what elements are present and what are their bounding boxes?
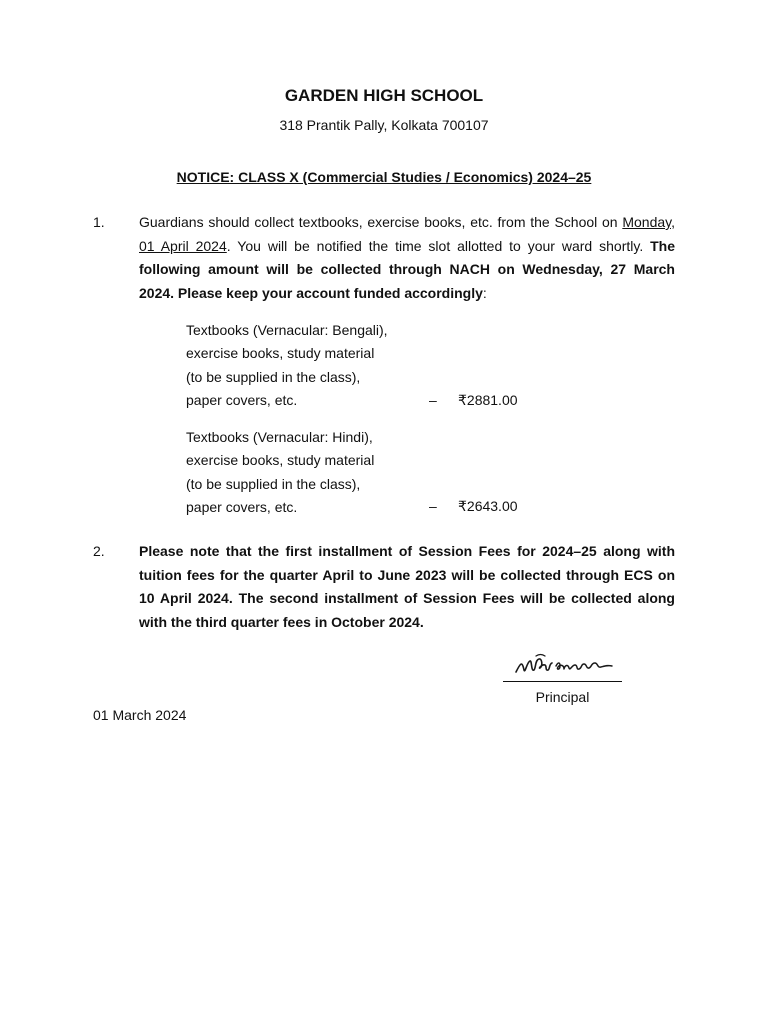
- signatory-title: Principal: [535, 689, 590, 705]
- fee-line: paper covers, etc.: [186, 391, 298, 408]
- item-2-number: 2.: [93, 543, 105, 559]
- item-1-text-mid: . You will be notified the time slot allotted to your ward shortly.: [226, 237, 651, 254]
- fee-dash: –: [429, 392, 437, 408]
- item-1-text-end: :: [482, 284, 487, 301]
- fee-amount-hindi: ₹2643.00: [458, 498, 518, 514]
- item-1-text-start: Guardians should collect textbooks, exercise books, etc. from the School on: [139, 214, 623, 230]
- fee-block-hindi: [186, 426, 374, 519]
- handwritten-signature-icon: [512, 652, 620, 680]
- item-1-paragraph: [139, 211, 675, 305]
- fee-line: exercise books, study material: [186, 345, 375, 362]
- fee-line: Textbooks (Vernacular: Bengali),: [186, 322, 388, 338]
- signature-line: [503, 681, 622, 682]
- notice-date: 01 March 2024: [93, 707, 187, 723]
- school-name: GARDEN HIGH SCHOOL: [284, 86, 484, 105]
- fee-line: (to be supplied in the class),: [186, 368, 361, 385]
- notice-title: NOTICE: CLASS X (Commercial Studies / Economics) 2024–25: [176, 169, 592, 185]
- item-1-nach-notice: The following amount will be collected through NACH on Wednesday, 27 March 2024. Please keep your account funded accordingly: [139, 237, 675, 301]
- fee-line: paper covers, etc.: [186, 498, 298, 515]
- item-2-paragraph: [139, 540, 675, 634]
- fee-line: Textbooks (Vernacular: Hindi),: [186, 429, 373, 445]
- fee-line: exercise books, study material: [186, 452, 375, 469]
- fee-block-bengali: [186, 319, 388, 412]
- fee-amount-bengali: ₹2881.00: [458, 392, 518, 408]
- item-1-number: 1.: [93, 214, 105, 230]
- item-2-session-fees-notice: Please note that the first installment of Session Fees for 2024–25 along with tuition fees for the quarter April to June 2023 will be collected through ECS on 10 April 2024. The second installment of Session Fees will be collected along with the third quarter fees in October 2024.: [139, 543, 675, 630]
- fee-dash: –: [429, 498, 437, 514]
- school-address: 318 Prantik Pally, Kolkata 700107: [279, 117, 489, 133]
- fee-line: (to be supplied in the class),: [186, 475, 361, 492]
- item-1-collection-date: Monday, 01 April 2024: [139, 214, 675, 254]
